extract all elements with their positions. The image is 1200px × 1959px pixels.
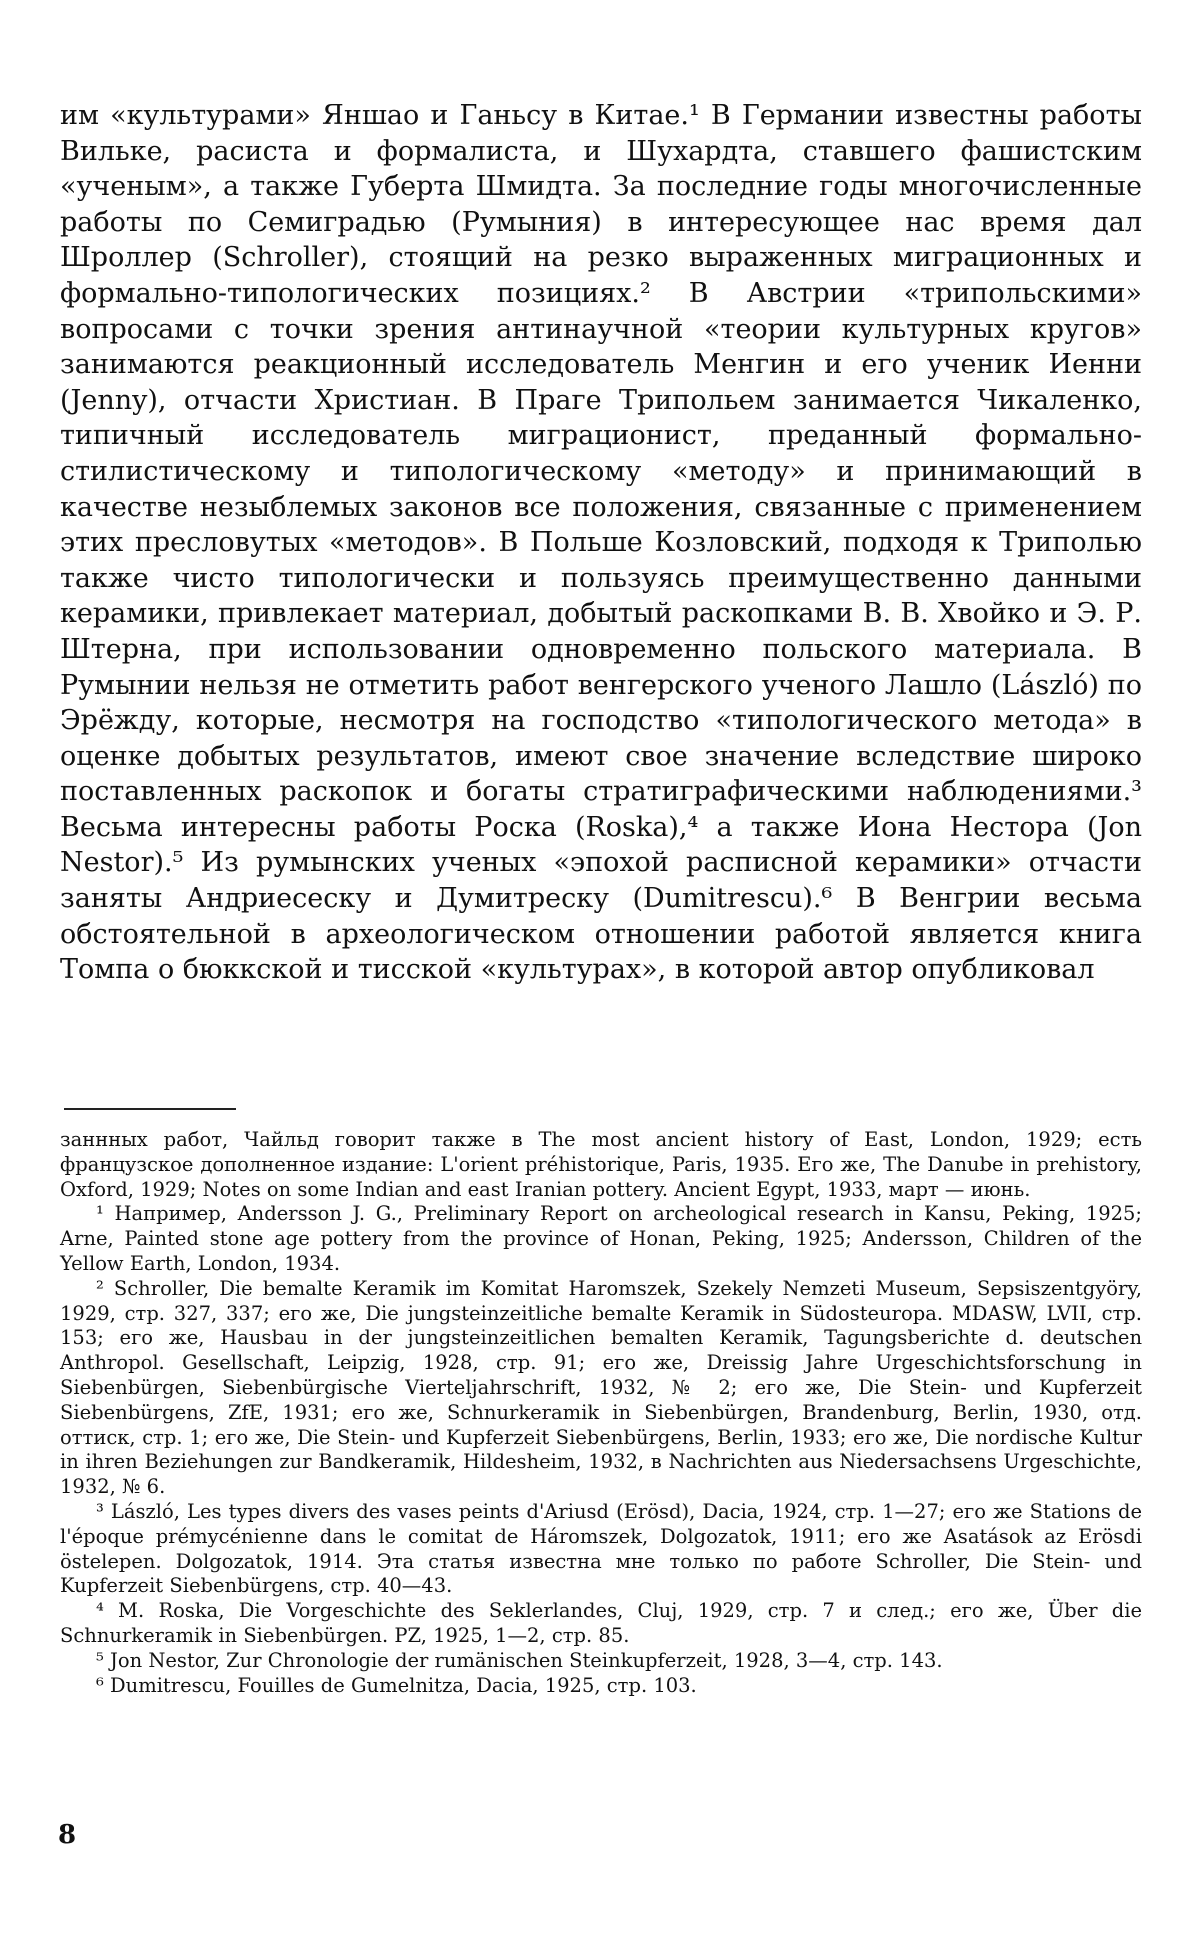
main-text: им «культурами» Яншао и Ганьсу в Китае.¹ В Германии известны работы Вильке, расиста и формалиста, и Шухардта, ставшего фашистским «ученым», а также Губерта Шмидта. За последние годы многочисленные работы по Семиградью (Румыния) в интересующее нас время дал Шроллер (Schroller), стоящий на резко выраженных миграционных и формально-типологических позициях.² В Австрии «трипольскими» вопросами с точки зрения антинаучной «теории культурных кругов» занимаются реакционный исследователь Менгин и его ученик Иенни (Jenny), отчасти Христиан. В Праге Трипольем занимается Чикаленко, типичный исследователь миграционист, преданный формально-стилистическому и типологическому «методу» и принимающий в качестве незыблемых законов все положения, связанные с применением этих пресловутых «методов». В Польше Козловский, подходя к Триполью также чисто типологически и пользуясь преимущественно данными керамики, привлекает материал, добытый раскопками В. В. Хвойко и Э. Р. Штерна, при использовании одновременно польского материала. В Румынии нельзя не отметить работ венгерского ученого Лашло (László) по Эрёжду, которые, несмотря на господство «типологического метода» в оценке добытых результатов, имеют свое значение вследствие широко поставленных раскопок и богаты стратиграфическими наблюдениями.³ Весьма интересны работы Роска (Roska),⁴ а также Иона Нестора (Jon Nestor).⁵ Из румынских ученых «эпохой расписной керамики» отчасти заняты Андриесеску и Думитреску (Dumitrescu).⁶ В Венгрии весьма обстоятельной в археологическом отношении работой является книга Томпа о бюккской и тисской «культурах», в которой автор опубликовал <box>60 100 1142 986</box>
footnote-6: ⁶ Dumitrescu, Fouilles de Gumelnitza, Dacia, 1925, стр. 103. <box>96 1673 697 1697</box>
footnote-3: ³ László, Les types divers des vases peints d'Ariusd (Erösd), Dacia, 1924, стр. 1—27; его же Stations de l'époque prémycénienne dans le comitat de Háromszek, Dolgozatok, 1911; его же Asatások az Erösdi östelepen. Dolgozatok, 1914. Эта статья известна мне только по работе Schroller, Die Stein- und Kupferzeit Siebenbürgens, стр. 40—43. <box>60 1499 1142 1598</box>
footnote-2: ² Schroller, Die bemalte Keramik im Komitat Haromszek, Szekely Nemzeti Museum, Sepsiszentgyöry, 1929, стр. 327, 337; его же, Die jungsteinzeitliche bemalte Keramik in Südosteuropa. MDASW, LVII, стр. 153; его же, Hausbau in der jungsteinzeitlichen bemalten Keramik, Tagungsberichte d. deutschen Anthropol. Gesellschaft, Leipzig, 1928, стр. 91; его же, Dreissig Jahre Urgeschichtsforschung in Siebenbürgen, Siebenbürgische Vierteljahrschrift, 1932, № 2; его же, Die Stein- und Kupferzeit Siebenbürgens, ZfE, 1931; его же, Schnurkeramik in Siebenbürgen, Brandenburg, Berlin, 1930, отд. оттиск, стр. 1; его же, Die Stein- und Kupferzeit Siebenbürgens, Berlin, 1933; его же, Die nordische Kultur in ihren Beziehungen zur Bandkeramik, Hildesheim, 1932, в Nachrichten aus Niedersachsens Urgeschichte, 1932, № 6. <box>60 1276 1142 1499</box>
page-number: 8 <box>58 1820 77 1850</box>
footnote-5: ⁵ Jon Nestor, Zur Chronologie der rumänischen Steinkupferzeit, 1928, 3—4, стр. 143. <box>96 1648 943 1672</box>
footnote-1: ¹ Например, Andersson J. G., Preliminary Report on archeological research in Kansu, Peking, 1925; Arne, Painted stone age pottery from the province of Honan, Peking, 1925; Andersson, Children of the Yellow Earth, London, 1934. <box>60 1202 1142 1275</box>
footnote-separator <box>64 1108 236 1110</box>
footnote-continuation: заннных работ, Чайльд говорит также в The most ancient history of East, London, 1929; есть французское дополненное издание: L'orient préhistorique, Paris, 1935. Его же, The Danube in prehistory, Oxford, 1929; Notes on some Indian and east Iranian pottery. Ancient Egypt, 1933, март — июнь. <box>60 1128 1142 1201</box>
footnotes <box>60 1128 1142 1698</box>
footnote-4: ⁴ M. Roska, Die Vorgeschichte des Seklerlandes, Cluj, 1929, стр. 7 и след.; его же, Über die Schnurkeramik in Siebenbürgen. PZ, 1925, 1—2, стр. 85. <box>60 1599 1142 1647</box>
